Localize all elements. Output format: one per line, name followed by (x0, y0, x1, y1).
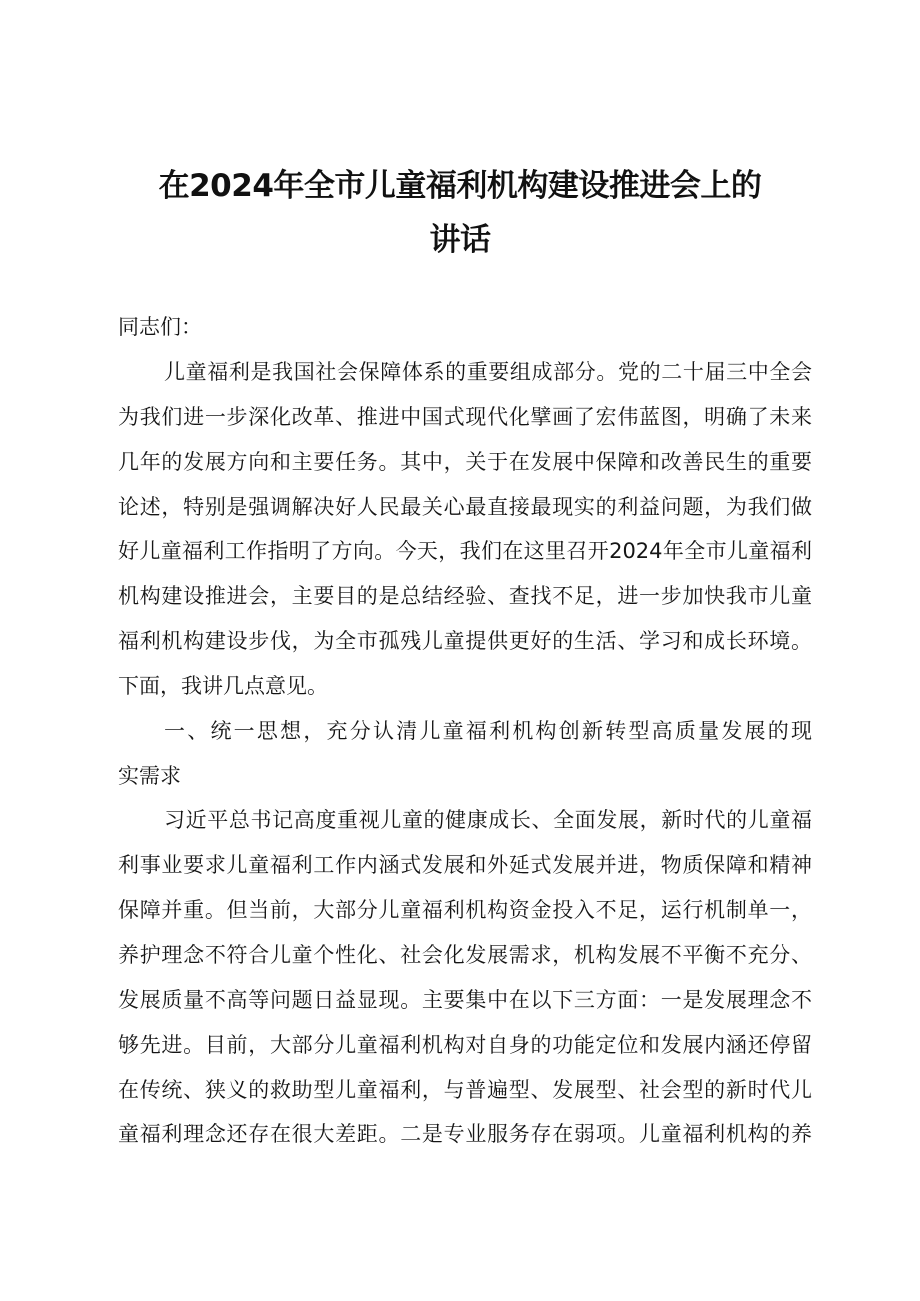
body-line: 习近平总书记高度重视儿童的健康成长、全面发展，新时代的儿童福 (164, 808, 812, 832)
body-line: 在传统、狭义的救助型儿童福利，与普遍型、发展型、社会型的新时代儿 (118, 1078, 812, 1102)
body-line: 利事业要求儿童福利工作内涵式发展和外延式发展并进，物质保障和精神 (118, 853, 812, 877)
document-title-line-1: 在2024年全市儿童福利机构建设推进会上的 (158, 168, 762, 204)
section-heading-line: 实需求 (118, 764, 181, 788)
salutation: 同志们： (118, 315, 202, 339)
body-line: 几年的发展方向和主要任务。其中，关于在发展中保障和改善民生的重要 (118, 450, 812, 474)
body-line: 够先进。目前，大部分儿童福利机构对自身的功能定位和发展内涵还停留 (118, 1033, 812, 1057)
section-heading-line: 一、统一思想，充分认清儿童福利机构创新转型高质量发展的现 (164, 719, 812, 743)
body-line: 保障并重。但当前，大部分儿童福利机构资金投入不足，运行机制单一， (118, 898, 812, 922)
body-line: 福利机构建设步伐，为全市孤残儿童提供更好的生活、学习和成长环境。 (118, 629, 812, 653)
body-line: 童福利理念还存在很大差距。二是专业服务存在弱项。儿童福利机构的养 (118, 1122, 812, 1146)
body-line: 养护理念不符合儿童个性化、社会化发展需求，机构发展不平衡不充分、 (118, 943, 812, 967)
body-line: 好儿童福利工作指明了方向。今天，我们在这里召开2024年全市儿童福利 (118, 539, 812, 563)
body-line: 儿童福利是我国社会保障体系的重要组成部分。党的二十届三中全会 (164, 360, 812, 384)
body-line: 下面，我讲几点意见。 (118, 674, 328, 698)
body-line: 发展质量不高等问题日益显现。主要集中在以下三方面：一是发展理念不 (118, 988, 812, 1012)
document-title-line-2: 讲话 (429, 222, 491, 258)
body-line: 论述，特别是强调解决好人民最关心最直接最现实的利益问题，为我们做 (118, 495, 812, 519)
body-line: 为我们进一步深化改革、推进中国式现代化擘画了宏伟蓝图，明确了未来 (118, 405, 812, 429)
body-line: 机构建设推进会，主要目的是总结经验、查找不足，进一步加快我市儿童 (118, 584, 812, 608)
